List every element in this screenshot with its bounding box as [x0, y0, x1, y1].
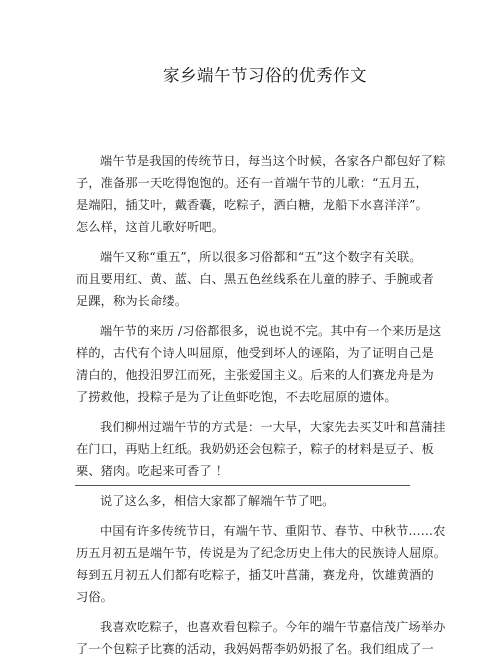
paragraph-line: 足踝，称为长命缕。 [76, 294, 188, 308]
paragraph-line: 说了这么多，相信大家都了解端午节了吧。 [100, 494, 335, 508]
paragraph-line: 栗、猪肉。吃起来可香了 ！ [76, 464, 229, 478]
paragraph-line: 样的，古代有个诗人叫屈原，他受到坏人的诬陷，为了证明自己是 [76, 346, 434, 360]
paragraph-line: 怎么样，这首儿歌好听吧。 [76, 220, 225, 234]
paragraph-line: 每到五月初五人们都有吃粽子，插艾叶菖蒲，赛龙舟，饮雄黄酒的 [76, 568, 434, 582]
paragraph-line: 端午节是我国的传统节日，每当这个时候，各家各户都包好了粽 [100, 154, 446, 168]
document-title: 家乡端午节习俗的优秀作文 [163, 66, 367, 85]
paragraph-line: 了一个包粽子比赛的活动，我妈妈帮李奶奶报了名。我们组成了一 [76, 642, 434, 656]
paragraph-line: 习俗。 [76, 590, 114, 604]
paragraph [76, 520, 447, 608]
paragraph-line: 了捞救他，投粽子是为了让鱼虾吃饱，不去吃屈原的遗体。 [76, 390, 397, 404]
paragraph-line: 中国有许多传统节日，有端午节、重阳节、春节、中秋节……农 [100, 524, 446, 538]
paragraph [76, 150, 446, 238]
paragraph-line: 是端阳，插艾叶，戴香囊，吃粽子，洒白糖，龙船下水喜洋洋”。 [76, 198, 428, 212]
paragraph-line: 端午又称“重五”，所以很多习俗都和“五”这个数字有关联。 [100, 250, 422, 264]
paragraph-line: 历五月初五是端午节，传说是为了纪念历史上伟大的民族诗人屈原。 [76, 546, 447, 560]
paragraph-line: 在门口，再贴上红纸。我奶奶还会包粽子，粽子的材料是豆子、板 [76, 442, 434, 456]
paragraph [76, 320, 442, 408]
paragraph [76, 246, 434, 312]
paragraph-line: 子，准备那一天吃得饱饱的。还有一首端午节的儿歌：“五月五， [76, 176, 428, 190]
paragraph-line: 我们柳州过端午节的方式是：一大早，大家先去买艾叶和菖蒲挂 [100, 420, 446, 434]
paragraph [76, 616, 446, 660]
paragraph-line: 清白的，他投汨罗江而死，主张爱国主义。后来的人们赛龙舟是为 [76, 368, 434, 382]
paragraph-line: 端午节的来历 /习俗都很多，说也说不完。其中有一个来历是这 [100, 324, 442, 338]
paragraph [76, 416, 446, 482]
paragraph [76, 490, 428, 512]
paragraph-line: 而且要用红、黄、蓝、白、黑五色丝线系在儿童的脖子、手腕或者 [76, 272, 434, 286]
horizontal-rule [75, 485, 410, 486]
paragraph-line: 我喜欢吃粽子，也喜欢看包粽子。今年的端午节嘉信茂广场举办 [100, 620, 446, 634]
document-body [76, 150, 447, 668]
